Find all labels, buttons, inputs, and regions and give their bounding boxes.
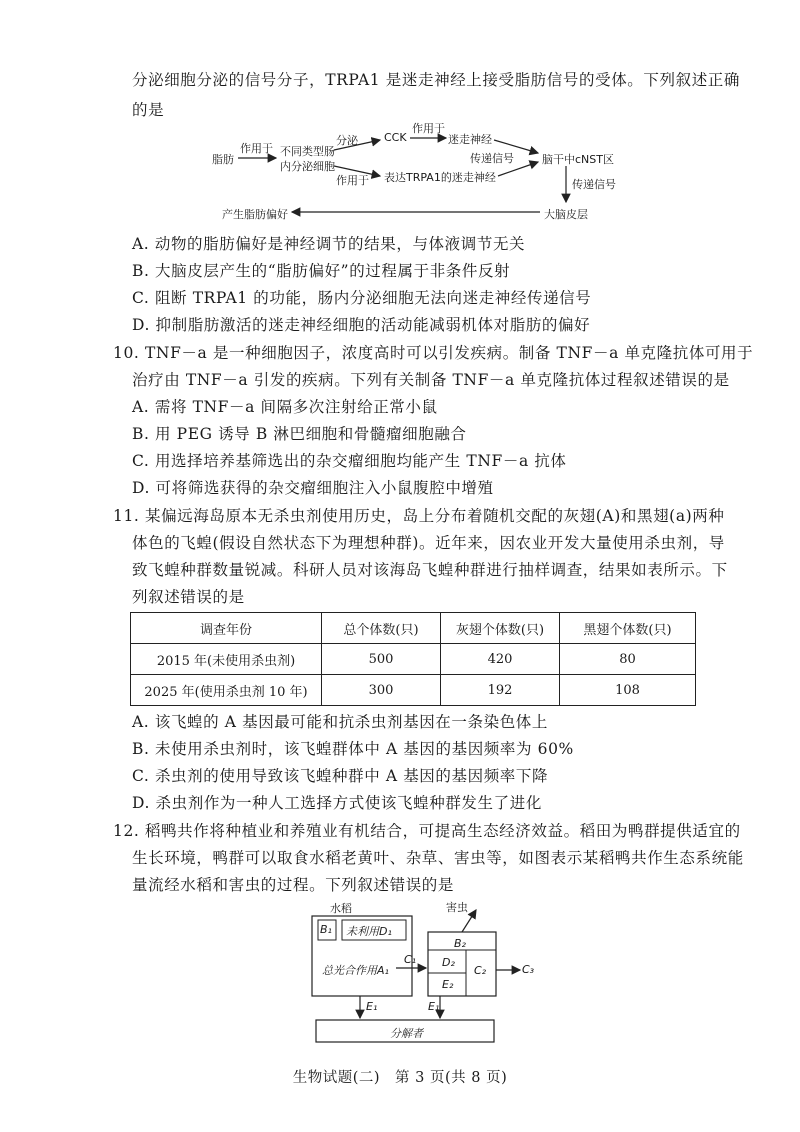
flow-brainstem: 脑干中cNST区: [542, 153, 614, 166]
energy-c2: C₂: [474, 964, 487, 977]
energy-b2: B₂: [454, 937, 466, 950]
q9-stem-line1: 分泌细胞分泌的信号分子，TRPA1 是迷走神经上接受脂肪信号的受体。下列叙述正确: [132, 71, 740, 89]
flow-trpa1-vagus: 表达TRPA1的迷走神经: [384, 171, 496, 184]
energy-gross: 总光合作用A₁: [322, 964, 389, 977]
table-header-row: [131, 613, 696, 644]
table-cell: 2015 年(未使用杀虫剂): [131, 644, 322, 675]
table-header: 灰翅个体数(只): [441, 613, 560, 644]
table-cell: 2025 年(使用杀虫剂 10 年): [131, 675, 322, 706]
table-header: 黑翅个体数(只): [560, 613, 696, 644]
flow-secrete: 分泌: [336, 134, 358, 147]
table-cell: 300: [322, 675, 441, 706]
energy-e2: E₂: [442, 978, 454, 991]
q11-option-d: D. 杀虫剂作为一种人工选择方式使该飞蝗种群发生了进化: [132, 794, 542, 812]
table-cell: 420: [441, 644, 560, 675]
flow-acts-on-3: 作用于: [336, 174, 369, 187]
energy-d2: D₂: [442, 956, 455, 969]
energy-c3: C₃: [522, 963, 535, 976]
q11-stem-line4: 列叙述错误的是: [132, 588, 245, 606]
energy-c1: C₁: [404, 953, 417, 966]
q11-option-a: A. 该飞蝗的 A 基因最可能和抗杀虫剂基因在一条染色体上: [132, 713, 548, 731]
flow-cells-line1: 不同类型肠: [280, 145, 335, 158]
q10-option-c: C. 用选择培养基筛选出的杂交瘤细胞均能产生 TNF－a 抗体: [132, 452, 567, 470]
q9-option-a: A. 动物的脂肪偏好是神经调节的结果，与体液调节无关: [132, 235, 526, 253]
table-row: [131, 675, 696, 706]
q11-stem-line1: 11. 某偏远海岛原本无杀虫剂使用历史，岛上分布着随机交配的灰翅(A)和黑翅(a)两种: [113, 507, 725, 525]
energy-e1b: E₁: [428, 1000, 440, 1013]
energy-unused: 未利用D₁: [346, 925, 392, 938]
flow-transmit-1: 传递信号: [470, 152, 514, 165]
table-cell: 500: [322, 644, 441, 675]
flow-acts-on-2: 作用于: [412, 122, 445, 135]
flow-preference: 产生脂肪偏好: [222, 208, 288, 221]
table-cell: 108: [560, 675, 696, 706]
flow-cck: CCK: [384, 131, 407, 144]
table-cell: 192: [441, 675, 560, 706]
table-row: [131, 644, 696, 675]
q10-option-d: D. 可将筛选获得的杂交瘤细胞注入小鼠腹腔中增殖: [132, 479, 494, 497]
flow-acts-on-1: 作用于: [240, 142, 273, 155]
flow-cortex: 大脑皮层: [544, 208, 588, 221]
energy-e1: E₁: [366, 1000, 378, 1013]
flow-cells-line2: 内分泌细胞: [280, 160, 335, 173]
energy-pest: 害虫: [446, 901, 468, 914]
q10-option-b: B. 用 PEG 诱导 B 淋巴细胞和骨髓瘤细胞融合: [132, 425, 467, 443]
q10-stem-line1: 10. TNF－a 是一种细胞因子，浓度高时可以引发疾病。制备 TNF－a 单克隆抗体可用于: [113, 344, 754, 362]
q11-stem-line2: 体色的飞蝗(假设自然状态下为理想种群)。近年来，因农业开发大量使用杀虫剂，导: [132, 534, 725, 552]
q9-option-b: B. 大脑皮层产生的“脂肪偏好”的过程属于非条件反射: [132, 262, 511, 280]
q12-stem-line1: 12. 稻鸭共作将种植业和养殖业有机结合，可提高生态经济效益。稻田为鸭群提供适宜的: [113, 822, 741, 840]
flow-vagus: 迷走神经: [448, 133, 492, 146]
flow-transmit-2: 传递信号: [572, 178, 616, 191]
table-header: 调查年份: [131, 613, 322, 644]
q9-stem-line2: 的是: [132, 101, 165, 119]
flow-fat: 脂肪: [212, 153, 234, 166]
table-header: 总个体数(只): [322, 613, 441, 644]
energy-rice: 水稻: [330, 902, 352, 915]
q11-option-b: B. 未使用杀虫剂时，该飞蝗群体中 A 基因的基因频率为 60%: [132, 740, 574, 758]
energy-decomposer: 分解者: [390, 1027, 423, 1040]
energy-b1: B₁: [320, 923, 332, 936]
q10-stem-line2: 治疗由 TNF－a 引发的疾病。下列有关制备 TNF－a 单克隆抗体过程叙述错误的是: [132, 371, 730, 389]
table-cell: 80: [560, 644, 696, 675]
page-footer: 生物试题(二) 第 3 页(共 8 页): [292, 1070, 508, 1086]
q9-option-d: D. 抑制脂肪激活的迷走神经细胞的活动能减弱机体对脂肪的偏好: [132, 316, 591, 334]
q11-option-c: C. 杀虫剂的使用导致该飞蝗种群中 A 基因的基因频率下降: [132, 767, 549, 785]
q12-stem-line2: 生长环境，鸭群可以取食水稻老黄叶、杂草、害虫等，如图表示某稻鸭共作生态系统能: [132, 849, 744, 867]
q9-option-c: C. 阻断 TRPA1 的功能，肠内分泌细胞无法向迷走神经传递信号: [132, 289, 592, 307]
q11-stem-line3: 致飞蝗种群数量锐减。科研人员对该海岛飞蝗种群进行抽样调查，结果如表所示。下: [132, 561, 728, 579]
survey-table: [130, 612, 696, 706]
q10-option-a: A. 需将 TNF－a 间隔多次注射给正常小鼠: [132, 398, 438, 416]
q12-stem-line3: 量流经水稻和害虫的过程。下列叙述错误的是: [132, 876, 455, 894]
